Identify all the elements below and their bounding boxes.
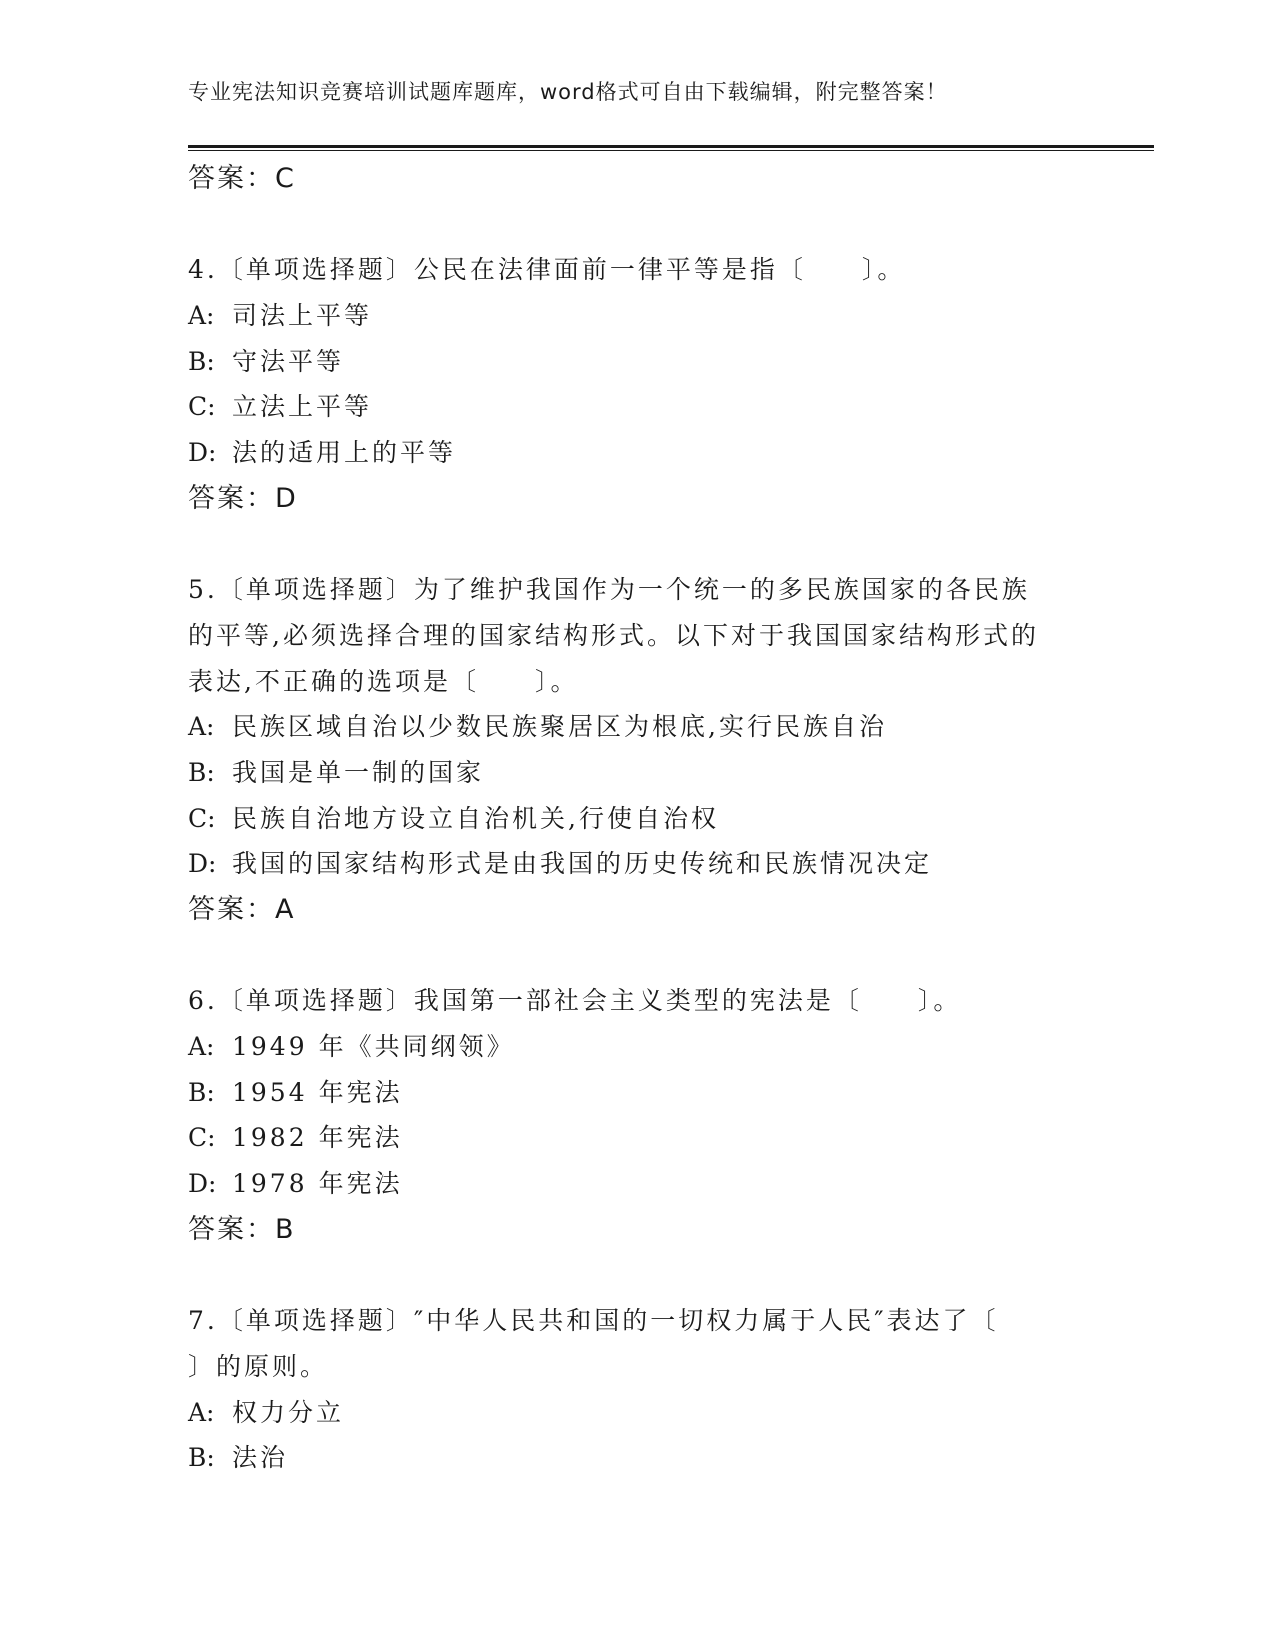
option-text: 1982 年宪法	[232, 1123, 403, 1153]
option-text: 民族自治地方设立自治机关,行使自治权	[232, 803, 719, 833]
question-7-stem-line-2: 〕的原则。	[188, 1351, 329, 1381]
option-text: 1954 年宪法	[232, 1077, 403, 1107]
option-label: D:	[188, 1169, 217, 1199]
option-label: B:	[188, 1443, 215, 1473]
header-rule-thick	[188, 145, 1154, 148]
option-label: D:	[188, 849, 217, 879]
option-b	[188, 339, 1088, 385]
option-text: 司法上平等	[232, 301, 373, 331]
option-c	[188, 1115, 1088, 1161]
option-b	[188, 1435, 1088, 1481]
option-text: 我国是单一制的国家	[232, 757, 485, 787]
option-text: 法的适用上的平等	[232, 438, 457, 468]
option-d	[188, 841, 1088, 887]
option-label: B:	[188, 346, 215, 376]
option-a	[188, 1024, 1088, 1070]
option-d	[188, 430, 1088, 476]
option-label: A:	[188, 712, 215, 742]
option-c	[188, 384, 1088, 430]
option-text: 立法上平等	[232, 392, 373, 422]
answer-prev: 答案：C	[188, 163, 296, 194]
option-label: A:	[188, 301, 215, 331]
question-4-answer: 答案：D	[188, 482, 298, 514]
option-a	[188, 704, 1088, 750]
question-4-stem: 4.〔单项选择题〕公民在法律面前一律平等是指〔 〕。	[188, 255, 906, 285]
spacer	[188, 522, 1088, 568]
document-body	[188, 156, 1088, 1481]
question-7-stem-line-1: 7.〔单项选择题〕″中华人民共和国的一切权力属于人民″表达了〔	[188, 1306, 999, 1336]
question-6-stem: 6.〔单项选择题〕我国第一部社会主义类型的宪法是〔 〕。	[188, 986, 962, 1016]
option-text: 我国的国家结构形式是由我国的历史传统和民族情况决定	[232, 849, 933, 879]
option-b	[188, 750, 1088, 796]
spacer	[188, 933, 1088, 979]
question-6-answer: 答案：B	[188, 1213, 296, 1245]
option-label: B:	[188, 757, 215, 787]
question-6	[188, 978, 1088, 1252]
option-label: B:	[188, 1077, 215, 1107]
header-rule-thin	[188, 150, 1154, 151]
question-5-stem-line-2: 的平等,必须选择合理的国家结构形式。以下对于我国国家结构形式的	[188, 620, 1039, 650]
question-4	[188, 247, 1088, 521]
option-label: A:	[188, 1397, 215, 1427]
option-label: C:	[188, 803, 216, 833]
question-5-stem-line-1: 5.〔单项选择题〕为了维护我国作为一个统一的多民族国家的各民族	[188, 575, 1030, 605]
option-text: 权力分立	[232, 1397, 345, 1427]
option-text: 法治	[232, 1443, 289, 1473]
option-b	[188, 1070, 1088, 1116]
option-text: 1978 年宪法	[232, 1169, 403, 1199]
page-header: 专业宪法知识竞赛培训试题库题库，word格式可自由下载编辑，附完整答案！	[188, 80, 948, 104]
spacer	[188, 1253, 1088, 1299]
option-text: 守法平等	[232, 346, 345, 376]
option-a	[188, 293, 1088, 339]
option-label: C:	[188, 392, 216, 422]
question-7	[188, 1298, 1088, 1481]
option-c	[188, 796, 1088, 842]
option-d	[188, 1161, 1088, 1207]
option-label: D:	[188, 438, 217, 468]
question-5-answer: 答案：A	[188, 894, 296, 925]
option-label: C:	[188, 1123, 216, 1153]
spacer	[188, 202, 1088, 248]
option-a	[188, 1390, 1088, 1436]
option-text: 民族区域自治以少数民族聚居区为根底,实行民族自治	[232, 712, 887, 742]
option-text: 1949 年《共同纲领》	[232, 1032, 515, 1062]
option-label: A:	[188, 1032, 215, 1062]
question-5-stem-line-3: 表达,不正确的选项是〔 〕。	[188, 666, 579, 696]
question-5	[188, 567, 1088, 933]
